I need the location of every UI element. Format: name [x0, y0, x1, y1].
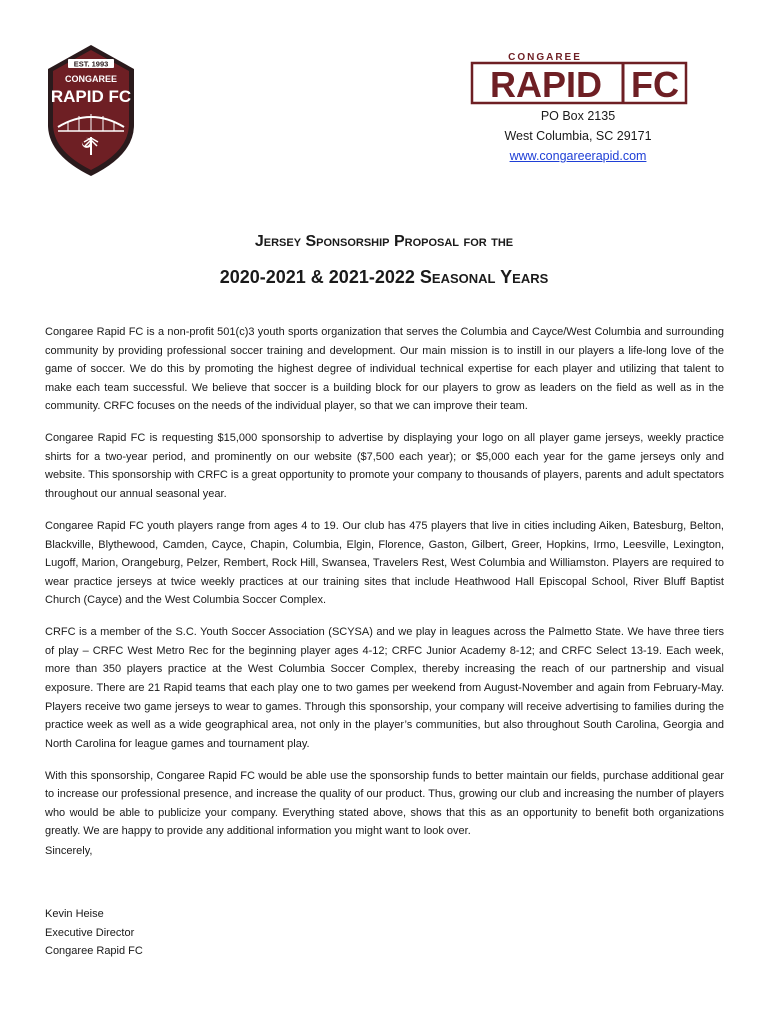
logo-congaree-text: CONGAREE [508, 52, 582, 63]
logo-rapid-text: RAPID [489, 64, 603, 105]
address-po-box: PO Box 2135 [540, 109, 616, 123]
paragraph-membership: CRFC is a member of the S.C. Youth Soccer Association (SCYSA) and we play in leagues across the Palmetto State. We have three tiers of play – CRFC West Metro Rec for the beginning player ages 4-12; CRFC Junior Academy 8-12; and CRFC Select 13-19. Each week, more than 350 players practice at the West Columbia Soccer Complex, thereby increasing the reach of our partnership and visual exposure. There are 21 Rapid teams that each play one to two games per weekend from August-November and again from February-May. Players receive two game jerseys to wear to games. Through this sponsorship, your company will receive advertising to families during the practice week as well as a wide geographical area, not only in the player’s communities, but also throughout South Carolina, Georgia and North Carolina for league games and tournament play. [45, 626, 724, 750]
logo-fc-text: FC [631, 64, 679, 105]
address-city: West Columbia, SC 29171 [504, 129, 652, 143]
closing-salutation: Sincerely, [45, 845, 93, 857]
club-crest-logo [44, 43, 138, 179]
signature-name: Kevin Heise [45, 908, 104, 920]
brand-wordmark-logo [470, 50, 688, 105]
crest-est-text: EST. 1993 [73, 59, 109, 69]
title-years: 2020-2021 & 2021-2022 [219, 267, 415, 287]
signature-block [45, 905, 143, 961]
website-link[interactable]: www.congareerapid.com [509, 149, 647, 163]
title-seasonal-years: Seasonal Years [419, 267, 549, 287]
document-title-line2 [0, 267, 768, 288]
signature-role: Executive Director [45, 926, 135, 939]
crest-shield-icon [44, 43, 138, 179]
signature-org: Congaree Rapid FC [45, 945, 143, 958]
crest-rapid-fc-text: RAPID FC [50, 87, 132, 106]
crest-congaree-text: CONGAREE [64, 74, 118, 84]
paragraph-intro: Congaree Rapid FC is a non-profit 501(c)3 youth sports organization that serves the Columbia and Cayce/West Columbia and surrounding community by providing professional soccer training and development. Our main mission is to instill in our players a life-long love of the game of soccer. We do this by promoting the highest degree of individual technical expertise for each player and utilizing that talent to make each team successful. We believe that soccer is a building block for our players to grow as leaders on the field as well as in the community. CRFC focuses on the needs of the individual player, so that we can improve their team. [45, 326, 724, 413]
paragraph-request: Congaree Rapid FC is requesting $15,000 sponsorship to advertise by displaying your logo on all player game jerseys, weekly practice shirts for a two-year period, and prominently on our website ($7,500 each year); or $5,000 each year for the game jerseys only and website. This sponsorship with CRFC is a great opportunity to promote your company to thousands of players, parents and adult spectators throughout our annual seasonal year. [45, 432, 724, 501]
paragraph-benefits: With this sponsorship, Congaree Rapid FC would be able use the sponsorship funds to better maintain our fields, purchase additional gear to increase our professional presence, and increase the quality of our product. Thus, growing our club and increasing the number of players who would be able to publicize your company. Everything stated above, shows that this as an opportunity to benefit both organizations greatly. We are happy to provide any additional information you might want to look over. [45, 769, 724, 838]
paragraph-players: Congaree Rapid FC youth players range from ages 4 to 19. Our club has 475 players that live in cities including Aiken, Batesburg, Belton, Blackville, Blythewood, Camden, Cayce, Chapin, Columbia, Elgin, Florence, Gaston, Gilbert, Greer, Hopkins, Irmo, Leesville, Lexington, Lugoff, Marion, Orangeburg, Pelzer, Rembert, Rock Hill, Swansea, Travelers Rest, West Columbia and Williamston. Players are required to wear practice jerseys at twice weekly practices at our training sites that include Heathwood Hall Episcopal School, River Bluff Baptist Church (Cayce) and the West Columbia Soccer Complex. [45, 519, 724, 607]
document-title-line1: Jersey Sponsorship Proposal for the [254, 233, 514, 250]
address-block [478, 106, 678, 166]
letter-body [45, 323, 724, 854]
